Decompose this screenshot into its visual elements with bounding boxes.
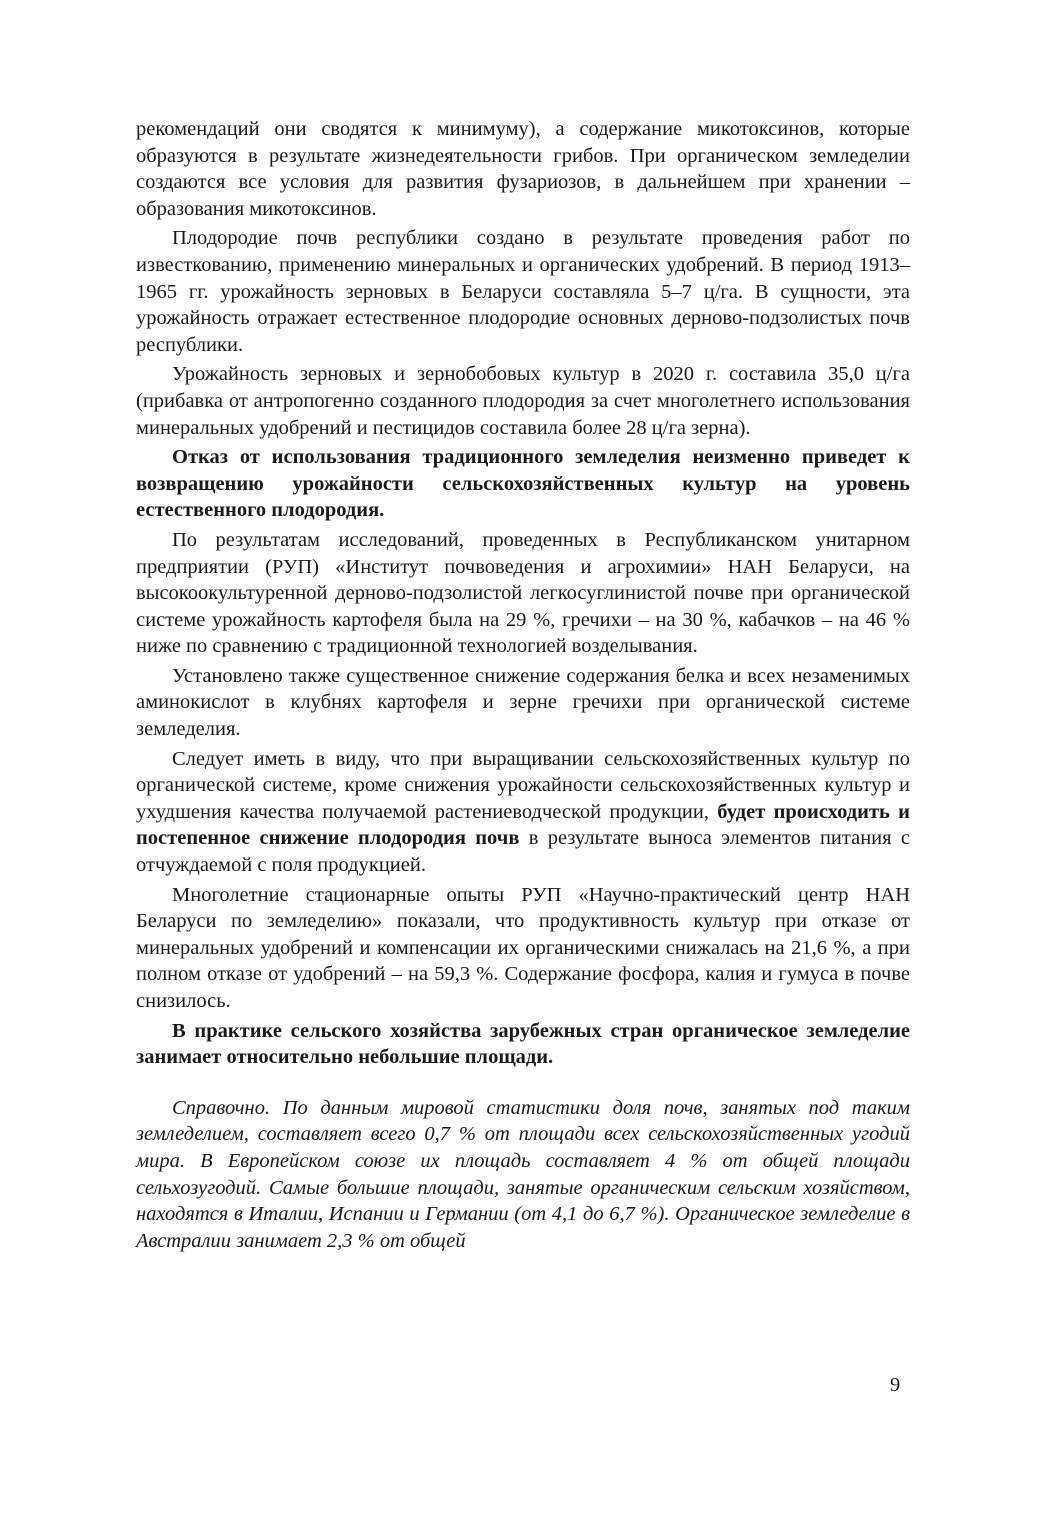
paragraph-fertility (136, 225, 910, 358)
paragraph-reference-note (136, 1095, 910, 1255)
paragraph-soil-decline (136, 746, 910, 879)
paragraph-text: Установлено также существенное снижение содержания белка и всех незаменимых аминокислот в клубнях картофеля и зерне гречихи при органической системе земледелия. (136, 664, 910, 741)
paragraph-experiments (136, 882, 910, 1015)
paragraph-protein (136, 663, 910, 743)
paragraph-text: По результатам исследований, проведенных в Республиканском унитарном предприятии (РУП) «Институт почвоведения и агрохимии» НАН Беларуси, на высокоокультуренной дерново-подзолистой легкосуглинистой почве при органической системе урожайность картофеля была на 29 %, гречихи – на 30 %, кабачков – на 46 % ниже по сравнению с традиционной технологией возделывания. (136, 528, 910, 658)
paragraph-text: рекомендаций они сводятся к минимуму), а содержание микотоксинов, которые образуются в результате жизнедеятельности грибов. При органическом земледелии создаются все условия для развития фузариозов, в дальнейшем при хранении – образования микотоксинов. (136, 118, 910, 220)
paragraph-bold-fragment: будет происходить и постепенное снижение плодородия почв (136, 800, 910, 850)
paragraph-text: Отказ от использования традиционного земледелия неизменно приведет к возвращению урожайности сельскохозяйственных культур на уровень естественного плодородия. (136, 446, 910, 522)
paragraph-text: в результате выноса элементов питания с отчуждаемой с поля продукцией. (136, 827, 910, 877)
paragraph-text: Плодородие почв республики создано в результате проведения работ по известкованию, применению минеральных и органических удобрений. В период 1913–1965 гг. урожайность зерновых в Беларуси составляла 5–7 ц/га. В сущности, эта урожайность отражает естественное плодородие основных дерново-подзолистых почв республики. (136, 227, 910, 356)
page-body (136, 116, 910, 1257)
page-number: 9 (890, 1374, 901, 1396)
paragraph-yield-2020 (136, 361, 910, 441)
paragraph-bold-statement (136, 444, 910, 524)
paragraph-text: Справочно. По данным мировой статистики доля почв, занятых под таким земледелием, составляет всего 0,7 % от площади всех сельскохозяйственных угодий мира. В Европейском союзе их площадь составляет 4 % от общей площади сельхозугодий. Самые большие площади, занятые органическим сельским хозяйством, находятся в Италии, Испании и Германии (от 4,1 до 6,7 %). Органическое земледелие в Австралии занимает 2,3 % от общей (136, 1096, 910, 1252)
paragraph-text: Многолетние стационарные опыты РУП «Научно-практический центр НАН Беларуси по земледелию» показали, что продуктивность культур при отказе от минеральных удобрений и компенсации их органическими снижалась на 21,6 %, а при полном отказе от удобрений – на 59,3 %. Содержание фосфора, калия и гумуса в почве снизилось. (136, 883, 910, 1012)
paragraph-foreign-practice (136, 1018, 910, 1071)
paragraph-text: В практике сельского хозяйства зарубежных стран органическое земледелие занимает относительно небольшие площади. (136, 1019, 910, 1069)
paragraph-text: Следует иметь в виду, что при выращивании сельскохозяйственных культур по органической системе, кроме снижения урожайности сельскохозяйственных культур и ухудшения качества получаемой растениеводческой продукции, (136, 747, 910, 823)
paragraph-text: Урожайность зерновых и зернобобовых культур в 2020 г. составила 35,0 ц/га (прибавка от антропогенно созданного плодородия за счет многолетнего использования минеральных удобрений и пестицидов составила более 28 ц/га зерна). (136, 363, 910, 439)
paragraph-research (136, 527, 910, 660)
paragraph-continuation (136, 116, 910, 222)
